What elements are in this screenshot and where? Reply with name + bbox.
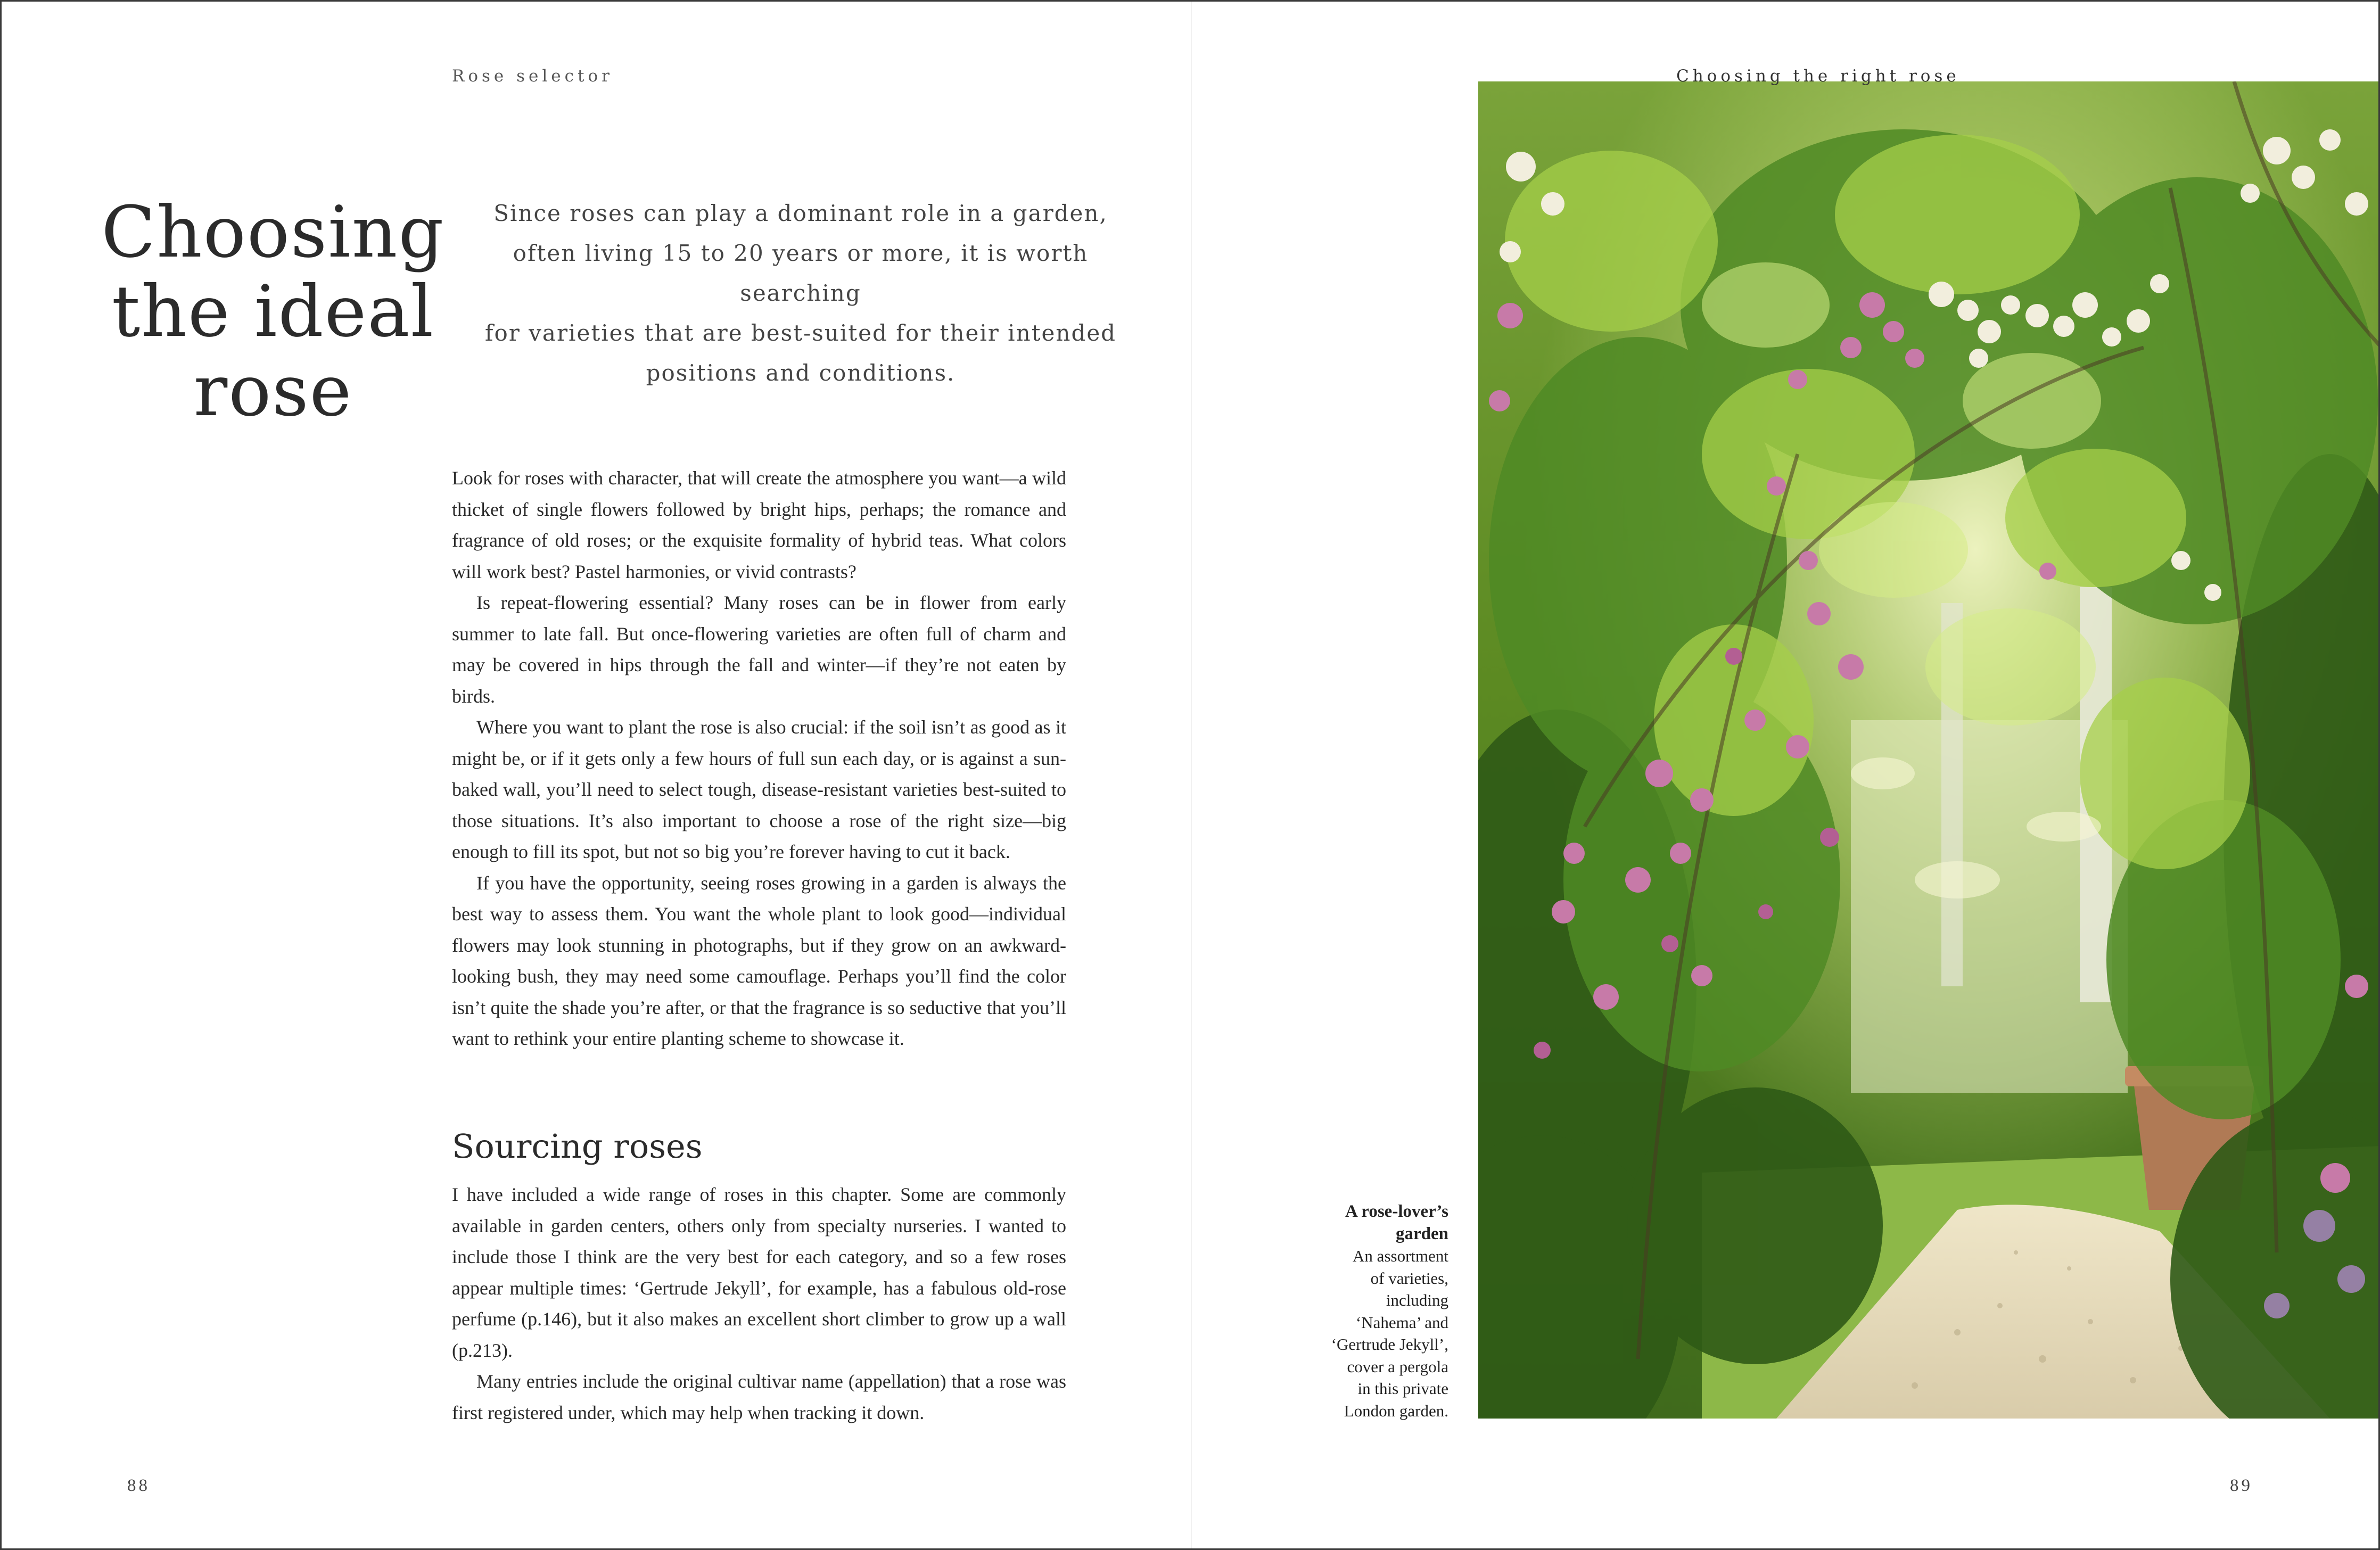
body-paragraph: Many entries include the original cultivar name (appellation) that a rose was first registered under, which may help when tracking it down. [452,1371,1066,1423]
title-line: Choosing [101,192,445,274]
page-number-right: 89 [2230,1476,2253,1495]
page-gutter [1191,2,1192,1548]
caption-line: ‘Nahema’ and [1355,1313,1448,1332]
body-paragraph: Where you want to plant the rose is also crucial: if the soil isn’t as good as it might be, or if it gets only a few hours of full sun each day, or is against a sun-baked wall, you’ll need to select tough, disease-resistant varieties best-suited to those situations. It’s also important to choose a rose of the right size—big enough to fill its spot, but not so big you’re forever having to cut it back. [452,716,1066,862]
caption-line: An assortment [1353,1247,1448,1265]
intro-line: often living 15 to 20 years or more, it is worth searching [513,240,1089,306]
caption-line: cover a pergola [1347,1357,1448,1376]
page-title [81,193,465,431]
caption-line: in this private [1357,1379,1448,1398]
body-paragraph: I have included a wide range of roses in this chapter. Some are commonly available in garden centers, others only from specialty nurseries. I wanted to include those I think are the very best for each category, and so a few roses appear multiple times: ‘Gertrude Jekyll’, for example, has a fabulous old-rose perfume (p.146), but it also makes an excellent short climber to grow up a wall (p.213). [452,1184,1066,1361]
intro-line: Since roses can play a dominant role in a garden, [493,200,1108,226]
section-heading: Sourcing roses [452,1127,703,1166]
caption-title-line: garden [1396,1224,1448,1243]
caption-line: including [1386,1291,1448,1309]
body-text [452,463,1066,1054]
body-paragraph: If you have the opportunity, seeing roses growing in a garden is always the best way to assess them. You want the whole plant to look good—individual flowers may look stunning in photographs, but if they grow on an awkward-looking bush, they may need some camouflage. Perhaps you’ll find the color isn’t quite the shade you’re after, or that the fragrance is so seductive that you’ll want to rethink your entire planting scheme to showcase it. [452,872,1066,1049]
title-line: the ideal [111,271,435,353]
body-paragraph: Look for roses with character, that will create the atmosphere you want—a wild thicket of single flowers followed by bright hips, perhaps; the romance and fragrance of old roses; or the exquisite formality of hybrid teas. What colors will work best? Pastel harmonies, or vivid contrasts? [452,467,1066,582]
running-head-left: Rose selector [452,67,613,86]
title-line: rose [193,350,353,432]
caption-title [1274,1201,1448,1245]
page-number-left: 88 [127,1476,150,1495]
photo-caption [1274,1201,1448,1422]
intro-line: positions and conditions. [646,360,956,386]
caption-line: of varieties, [1370,1268,1448,1288]
running-head-right: Choosing the right rose [1676,67,1960,86]
sourcing-text [452,1179,1066,1428]
caption-line: ‘Gertrude Jekyll’, [1331,1335,1448,1354]
body-paragraph: Is repeat-flowering essential? Many roses can be in flower from early summer to late fall. But once-flowering varieties are often full of charm and may be covered in hips through the fall and winter—if they’re not eaten by birds. [452,592,1066,707]
caption-line: London garden. [1344,1401,1448,1420]
intro-line: for varieties that are best-suited for their intended [484,320,1117,346]
garden-photo [1478,81,2380,1419]
intro-paragraph [452,193,1149,393]
caption-title-line: A rose-lover’s [1345,1202,1448,1221]
